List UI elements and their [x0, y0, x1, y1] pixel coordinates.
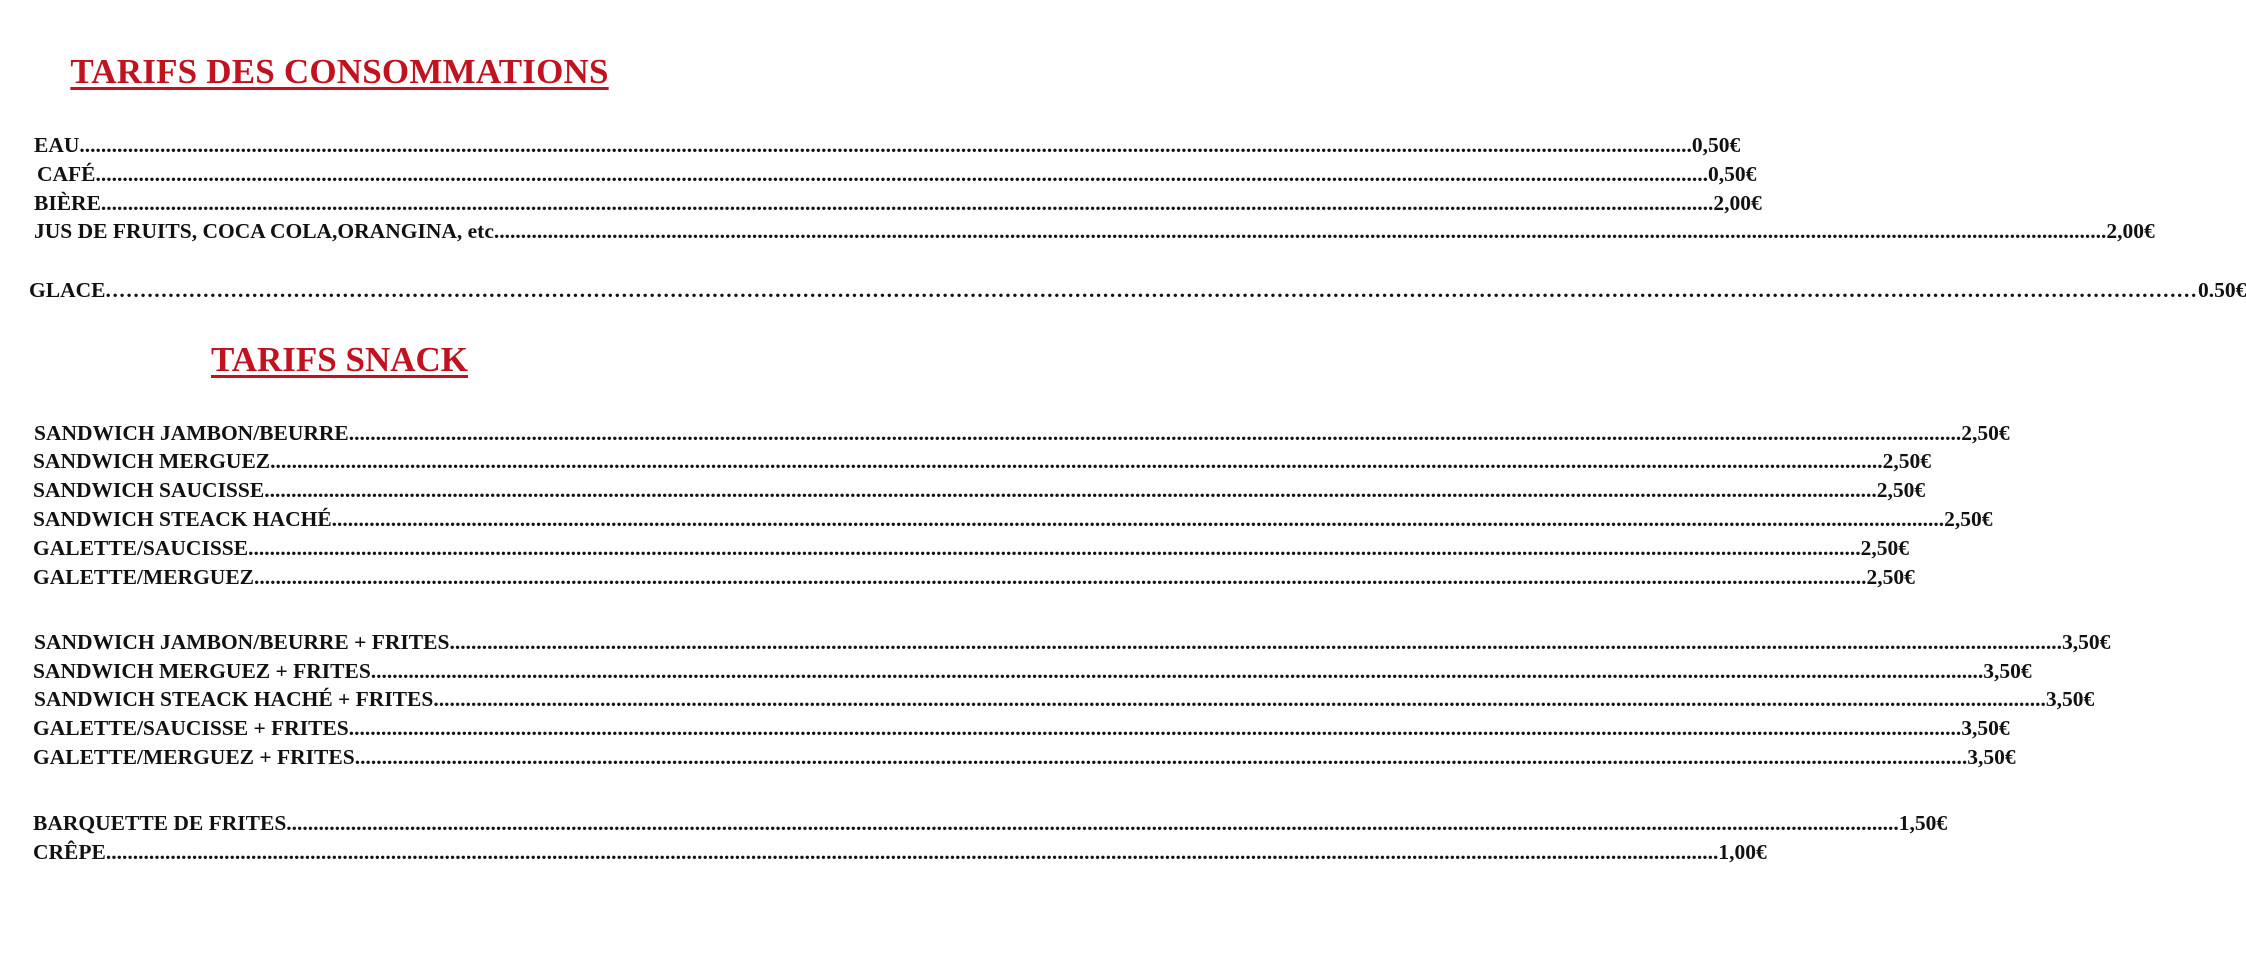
- item-label: SANDWICH STEACK HACHÉ + FRITES: [34, 687, 434, 711]
- dot-leader: ............................................................................................................................................................................................................................................................................................................: [254, 565, 1867, 589]
- item-price: 0.50€: [2197, 278, 2246, 302]
- dot-leader: ............................................................................................................................................................................................................................................................................................................: [264, 478, 1877, 502]
- menu-item-galette-saucisse: [33, 535, 1909, 562]
- title-snack: TARIFS SNACK: [210, 340, 469, 379]
- menu-item-sandwich-steack-frites: [34, 686, 2095, 713]
- menu-item-barquette-frites: [33, 810, 1948, 837]
- item-price: 2,00€: [1713, 191, 1762, 215]
- menu-item-eau: [34, 132, 1741, 159]
- item-label: GALETTE/MERGUEZ: [33, 565, 255, 589]
- menu-item-galette-saucisse-frites: [33, 715, 2010, 742]
- dot-leader: ............................................................................................................................................................................................................................................................................................................: [270, 449, 1883, 473]
- item-price: 2,50€: [1866, 565, 1915, 589]
- dot-leader: ............................................................................................................................................................................................................................................................................................................: [79, 133, 1692, 157]
- dot-leader: ............................................................................................................................................................................................................................................................................................................: [433, 687, 2046, 711]
- item-label: CRÊPE: [33, 840, 106, 864]
- menu-item-sandwich-saucisse: [33, 477, 1926, 504]
- menu-item-sandwich-steack: [33, 506, 1993, 533]
- menu-item-sandwich-merguez-frites: [33, 658, 2032, 685]
- menu-item-galette-merguez: [33, 564, 1915, 591]
- menu-item-cafe: [37, 161, 1757, 188]
- dot-leader: ............................................................................................................................................................................................................................................................................................................: [286, 811, 1899, 835]
- item-label: SANDWICH STEACK HACHÉ: [33, 507, 332, 531]
- item-label: GALETTE/MERGUEZ + FRITES: [33, 745, 355, 769]
- item-price: 1,50€: [1898, 811, 1948, 835]
- item-label: SANDWICH JAMBON/BEURRE: [34, 421, 349, 445]
- item-label: GALETTE/SAUCISSE: [33, 536, 249, 560]
- dot-leader: ............................................................................................................................................................................................................................................................................................................: [331, 507, 1945, 531]
- item-label: BARQUETTE DE FRITES: [33, 811, 287, 835]
- dot-leader: ............................................................................................................................................................................................................................................................................................................: [348, 716, 1962, 740]
- item-price: 3,50€: [1983, 659, 2032, 683]
- dot-leader: ............................................................................................................................................................................................................................................................................................................: [449, 630, 2062, 654]
- dot-leader: ............................................................................................................................................................................................................................................................................................................: [348, 421, 1962, 445]
- menu-item-sandwich-jambon-frites: [34, 629, 2111, 656]
- item-price: 2,00€: [2106, 219, 2155, 243]
- dot-leader: ............................................................................................................................................................................................................................................................................................................: [493, 219, 2107, 243]
- item-label: SANDWICH MERGUEZ: [33, 449, 271, 473]
- item-label: SANDWICH JAMBON/BEURRE + FRITES: [34, 630, 450, 654]
- title-consommations: TARIFS DES CONSOMMATIONS: [70, 52, 609, 91]
- item-price: 2,50€: [1944, 507, 1993, 531]
- menu-item-crepe: [33, 839, 1767, 866]
- item-price: 1,00€: [1718, 840, 1767, 864]
- item-price: 3,50€: [1967, 745, 2016, 769]
- dot-leader: ............................................................................................................................................................................................................................................................................................................: [100, 191, 1714, 215]
- item-price: 3,50€: [2045, 687, 2095, 711]
- dot-leader: ............................................................................................................................................................................................................................................................................................................: [95, 162, 1709, 186]
- dot-leader: ............................................................................................................................................................................................................................................................................................................: [354, 745, 1968, 769]
- item-price: 2,50€: [1961, 421, 2010, 445]
- menu-item-galette-merguez-frites: [33, 744, 2016, 771]
- menu-item-glace: [29, 277, 2246, 304]
- dot-leader: ............................................................................................................................................................................................................................................................................................................: [370, 659, 1984, 683]
- menu-item-biere: [34, 190, 1762, 217]
- item-price: 0,50€: [1691, 133, 1741, 157]
- item-label: JUS DE FRUITS, COCA COLA,ORANGINA, etc: [34, 219, 494, 243]
- item-label: SANDWICH MERGUEZ + FRITES: [33, 659, 371, 683]
- menu-item-jus: [34, 218, 2155, 245]
- item-label: GLACE: [29, 278, 106, 302]
- dot-leader: ............................................................................................................................................................................................................................................................................................................: [105, 278, 2198, 302]
- item-price: 3,50€: [1961, 716, 2010, 740]
- item-label: CAFÉ: [37, 162, 96, 186]
- dot-leader: ............................................................................................................................................................................................................................................................................................................: [248, 536, 1861, 560]
- item-label: SANDWICH SAUCISSE: [33, 478, 265, 502]
- item-label: GALETTE/SAUCISSE + FRITES: [33, 716, 349, 740]
- item-price: 3,50€: [2061, 630, 2111, 654]
- item-price: 2,50€: [1860, 536, 1909, 560]
- menu-item-sandwich-jambon: [34, 420, 2010, 447]
- item-price: 2,50€: [1876, 478, 1926, 502]
- item-price: 2,50€: [1882, 449, 1931, 473]
- menu-item-sandwich-merguez: [33, 448, 1931, 475]
- item-label: EAU: [34, 133, 80, 157]
- item-label: BIÈRE: [34, 191, 101, 215]
- dot-leader: ............................................................................................................................................................................................................................................................................................................: [105, 840, 1719, 864]
- item-price: 0,50€: [1708, 162, 1757, 186]
